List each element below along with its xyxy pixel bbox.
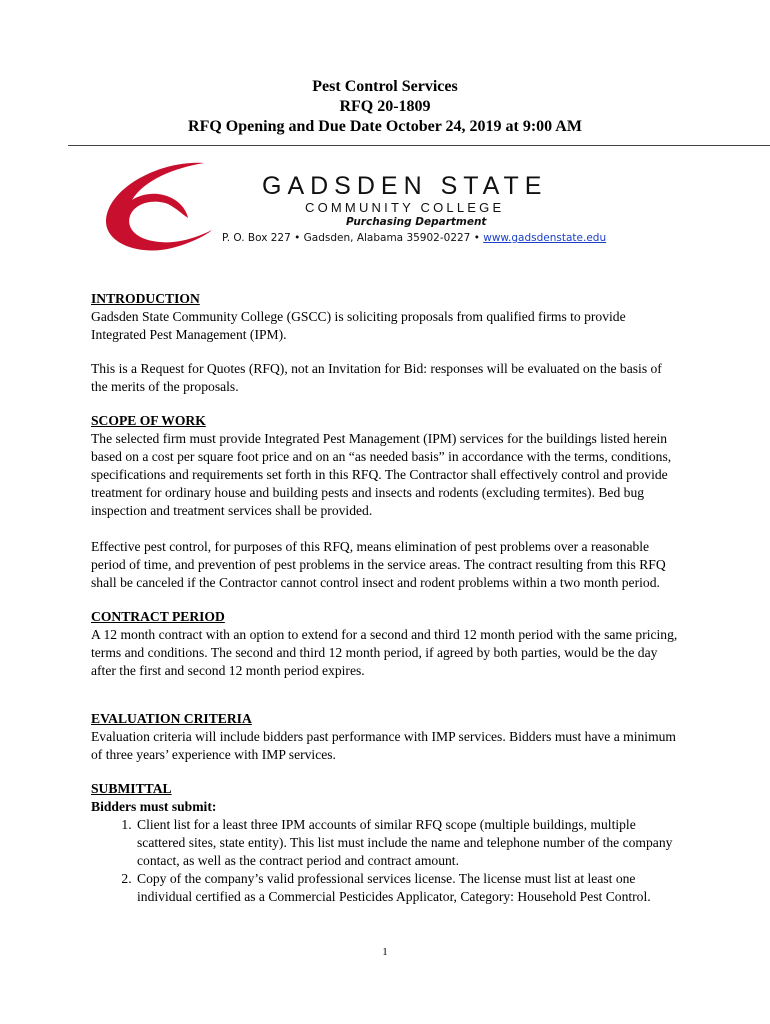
document-title <box>0 77 770 137</box>
department-name: Purchasing Department <box>346 216 487 228</box>
submittal-subheading: Bidders must submit: <box>91 799 217 814</box>
address-line <box>222 232 606 244</box>
header-divider <box>68 145 770 146</box>
evaluation-paragraph-1: Evaluation criteria will include bidders past performance with IMP services. Bidders must have a minimum of three years’ experience with IMP services. <box>91 729 677 762</box>
address-text: P. O. Box 227 • Gadsden, Alabama 35902-0227 • <box>222 232 484 244</box>
title-line-2: RFQ 20-1809 <box>339 98 431 115</box>
college-name: GADSDEN STATE <box>262 172 548 200</box>
scope-paragraph-2: Effective pest control, for purposes of this RFQ, means elimination of pest problems over a reasonable period of time, and prevention of pest problems in the service areas. The contract resulting from this RFQ shall be canceled if the Contractor cannot control insect and rodent problems within a two month period. <box>91 539 666 590</box>
title-line-3: RFQ Opening and Due Date October 24, 2019 at 9:00 AM <box>188 118 582 135</box>
document-body <box>91 290 681 906</box>
website-link[interactable]: www.gadsdenstate.edu <box>483 232 607 244</box>
submittal-heading: SUBMITTAL <box>91 781 172 796</box>
gadsden-state-logo-icon <box>100 158 215 258</box>
scope-heading: SCOPE OF WORK <box>91 413 206 428</box>
introduction-paragraph-1: Gadsden State Community College (GSCC) is soliciting proposals from qualified firms to provide Integrated Pest Management (IPM). <box>91 309 626 342</box>
submittal-item-1: 1. Client list for a least three IPM accounts of similar RFQ scope (multiple buildings, multiple scattered sites, state entity). This list must include the name and telephone number of the company contact, as well as the contract period and contract amount. <box>135 816 681 870</box>
contract-heading: CONTRACT PERIOD <box>91 609 225 624</box>
title-line-1: Pest Control Services <box>312 78 458 95</box>
contract-paragraph-1: A 12 month contract with an option to extend for a second and third 12 month period with the same pricing, terms and conditions. The second and third 12 month period, if agreed by both parties, would be the day after the first and second 12 month period expires. <box>91 627 678 678</box>
introduction-paragraph-2: This is a Request for Quotes (RFQ), not an Invitation for Bid: responses will be evaluated on the basis of the merits of the proposals. <box>91 361 662 394</box>
submittal-item-2: 2. Copy of the company’s valid professional services license. The license must list at least one individual certified as a Commercial Pesticides Applicator, Category: Household Pest Control. <box>135 870 681 906</box>
scope-paragraph-1: The selected firm must provide Integrated Pest Management (IPM) services for the buildings listed herein based on a cost per square foot price and on an “as needed basis” in accordance with the terms, conditions, specifications and requirements set forth in this RFQ. The Contractor shall effectively control and provide treatment for ordinary house and building pests and insects and rodents (excluding termites). Bed bug inspection and treatment services shall be provided. <box>91 431 672 518</box>
college-subtitle: COMMUNITY COLLEGE <box>305 200 505 215</box>
page-number: 1 <box>382 946 388 958</box>
evaluation-heading: EVALUATION CRITERIA <box>91 711 252 726</box>
introduction-heading: INTRODUCTION <box>91 291 200 306</box>
submittal-list <box>91 816 681 906</box>
